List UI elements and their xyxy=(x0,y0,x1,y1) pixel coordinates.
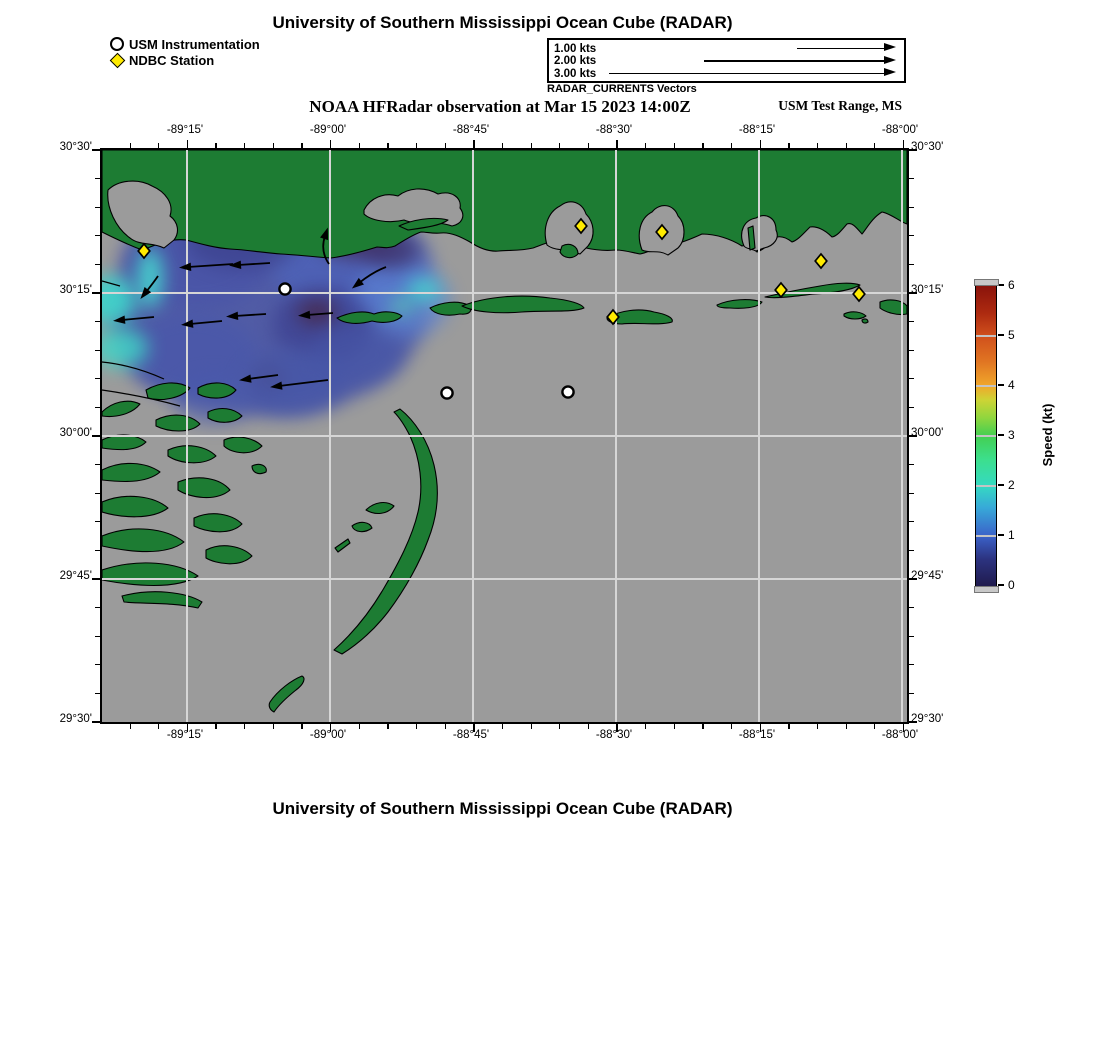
frame-tick xyxy=(92,435,100,436)
colorbar-tick-mark xyxy=(998,334,1004,336)
frame-tick xyxy=(95,264,100,265)
frame-tick xyxy=(95,550,100,551)
frame-tick xyxy=(95,607,100,608)
frame-tick xyxy=(909,664,914,665)
frame-tick xyxy=(95,493,100,494)
frame-tick xyxy=(645,143,646,148)
frame-tick xyxy=(502,143,503,148)
vector-scale-label: 1.00 kts xyxy=(554,42,597,55)
y-axis-label: 30°00' xyxy=(911,427,944,439)
vector-caption: RADAR_CURRENTS Vectors xyxy=(547,83,697,95)
frame-tick xyxy=(874,143,875,148)
frame-tick xyxy=(909,207,914,208)
page-title: University of Southern Mississippi Ocean Cube (RADAR) xyxy=(272,13,733,32)
frame-tick xyxy=(158,143,159,148)
frame-tick xyxy=(909,607,914,608)
frame-tick xyxy=(387,724,388,729)
vector-arrowhead-icon xyxy=(884,43,896,51)
colorbar-gridline xyxy=(976,485,996,486)
vector-arrowhead-icon xyxy=(884,68,896,76)
vector-arrowhead-icon xyxy=(884,56,896,64)
vector-scale-shaft xyxy=(609,73,885,75)
y-axis-label: 29°45' xyxy=(911,570,944,582)
frame-tick xyxy=(788,143,789,148)
vector-scale-row xyxy=(554,68,896,80)
colorbar-tick-label: 6 xyxy=(1008,278,1015,292)
colorbar-endcap xyxy=(974,586,999,593)
frame-tick xyxy=(416,724,417,729)
frame-tick xyxy=(473,140,474,148)
colorbar-tick-label: 2 xyxy=(1008,478,1015,492)
colorbar-gridline xyxy=(976,535,996,536)
legend-label-usm: USM Instrumentation xyxy=(129,37,260,52)
colorbar-tick-label: 4 xyxy=(1008,377,1015,392)
y-axis-label: 29°30' xyxy=(911,713,944,725)
vector-scale-label: 3.00 kts xyxy=(554,67,597,80)
x-axis-label: -89°00' xyxy=(309,729,347,741)
x-axis-label: -88°00' xyxy=(881,124,919,136)
frame-tick xyxy=(95,378,100,379)
colorbar-tick-mark xyxy=(998,484,1004,486)
frame-tick xyxy=(559,724,560,729)
frame-tick xyxy=(909,178,914,179)
frame-tick xyxy=(95,178,100,179)
frame-tick xyxy=(817,143,818,148)
frame-tick xyxy=(909,636,914,637)
x-axis-label: -89°15' xyxy=(166,729,204,741)
colorbar-tick-label: 1 xyxy=(1008,527,1015,542)
frame-tick xyxy=(92,292,100,293)
colorbar-tick-label: 0 xyxy=(1008,578,1015,592)
frame-tick xyxy=(359,143,360,148)
colorbar-tick-mark xyxy=(998,384,1004,386)
colorbar-tick-mark xyxy=(998,534,1004,536)
frame-tick xyxy=(130,143,131,148)
frame-tick xyxy=(846,724,847,729)
frame-tick xyxy=(909,378,914,379)
frame-tick xyxy=(702,724,703,729)
frame-tick xyxy=(817,724,818,729)
x-axis-label: -88°30' xyxy=(595,124,633,136)
frame-tick xyxy=(909,493,914,494)
colorbar-tick-label: 3 xyxy=(1008,428,1015,442)
test-range-label: USM Test Range, MS xyxy=(778,98,902,113)
frame-tick xyxy=(445,143,446,148)
frame-tick xyxy=(95,664,100,665)
x-axis-label: -89°00' xyxy=(309,124,347,136)
frame-ticks xyxy=(102,150,907,722)
ndbc-diamond-icon xyxy=(110,53,126,69)
map-plot xyxy=(100,148,909,724)
x-axis-label: -88°00' xyxy=(881,729,919,741)
y-axis-label: 29°45' xyxy=(59,570,92,582)
frame-tick xyxy=(909,464,914,465)
colorbar-gridline xyxy=(976,335,996,336)
frame-tick xyxy=(760,140,761,148)
frame-tick xyxy=(95,636,100,637)
frame-tick xyxy=(846,143,847,148)
frame-tick xyxy=(330,140,331,148)
frame-tick xyxy=(909,407,914,408)
x-axis-label: -88°15' xyxy=(738,124,776,136)
frame-tick xyxy=(95,321,100,322)
vector-scale-shaft xyxy=(797,48,885,50)
frame-tick xyxy=(674,143,675,148)
frame-tick xyxy=(95,350,100,351)
legend-label-ndbc: NDBC Station xyxy=(129,53,215,68)
frame-tick xyxy=(909,264,914,265)
colorbar-title: Speed (kt) xyxy=(1040,403,1055,467)
frame-tick xyxy=(909,321,914,322)
frame-tick xyxy=(559,143,560,148)
x-axis-label: -88°45' xyxy=(452,729,490,741)
frame-tick xyxy=(95,207,100,208)
frame-tick xyxy=(731,143,732,148)
frame-tick xyxy=(92,578,100,579)
y-axis-label: 30°30' xyxy=(911,141,944,153)
frame-tick xyxy=(909,693,914,694)
frame-tick xyxy=(702,143,703,148)
frame-tick xyxy=(909,235,914,236)
y-axis-label: 29°30' xyxy=(59,713,92,725)
frame-tick xyxy=(909,350,914,351)
frame-tick xyxy=(95,464,100,465)
frame-tick xyxy=(130,724,131,729)
frame-tick xyxy=(215,143,216,148)
y-axis-label: 30°15' xyxy=(911,284,944,296)
frame-tick xyxy=(273,724,274,729)
frame-tick xyxy=(674,724,675,729)
frame-tick xyxy=(244,143,245,148)
y-axis-label: 30°15' xyxy=(59,284,92,296)
frame-tick xyxy=(92,149,100,150)
vector-scale-shaft xyxy=(704,60,885,62)
vector-box xyxy=(547,38,906,83)
vector-scale-label: 2.00 kts xyxy=(554,55,597,67)
x-axis-label: -88°30' xyxy=(595,729,633,741)
frame-tick xyxy=(273,143,274,148)
colorbar-tick-label: 5 xyxy=(1008,328,1015,342)
x-axis-label: -88°15' xyxy=(738,729,776,741)
colorbar-tick-mark xyxy=(998,434,1004,436)
frame-tick xyxy=(909,550,914,551)
observation-subtitle: NOAA HFRadar observation at Mar 15 2023 14:00Z xyxy=(309,97,691,116)
speed-colorbar xyxy=(975,285,997,587)
x-axis-label: -89°15' xyxy=(166,124,204,136)
frame-tick xyxy=(95,407,100,408)
frame-tick xyxy=(95,693,100,694)
colorbar-gridline xyxy=(976,435,996,436)
frame-tick xyxy=(187,140,188,148)
frame-tick xyxy=(95,235,100,236)
frame-tick xyxy=(387,143,388,148)
bottom-title: University of Southern Mississippi Ocean Cube (RADAR) xyxy=(272,799,733,818)
frame-tick xyxy=(588,143,589,148)
vector-scale-row xyxy=(554,43,896,55)
colorbar-endcap xyxy=(974,279,999,286)
frame-tick xyxy=(416,143,417,148)
frame-tick xyxy=(903,140,904,148)
frame-tick xyxy=(301,143,302,148)
y-axis-label: 30°00' xyxy=(59,427,92,439)
frame-tick xyxy=(95,521,100,522)
frame-tick xyxy=(909,521,914,522)
frame-tick xyxy=(531,143,532,148)
vector-scale-row xyxy=(554,55,896,67)
colorbar-gridline xyxy=(976,385,996,386)
frame-tick xyxy=(531,724,532,729)
y-axis-label: 30°30' xyxy=(59,141,92,153)
usm-circle-icon xyxy=(110,37,124,51)
frame-tick xyxy=(616,140,617,148)
frame-tick xyxy=(244,724,245,729)
x-axis-label: -88°45' xyxy=(452,124,490,136)
frame-tick xyxy=(92,721,100,722)
